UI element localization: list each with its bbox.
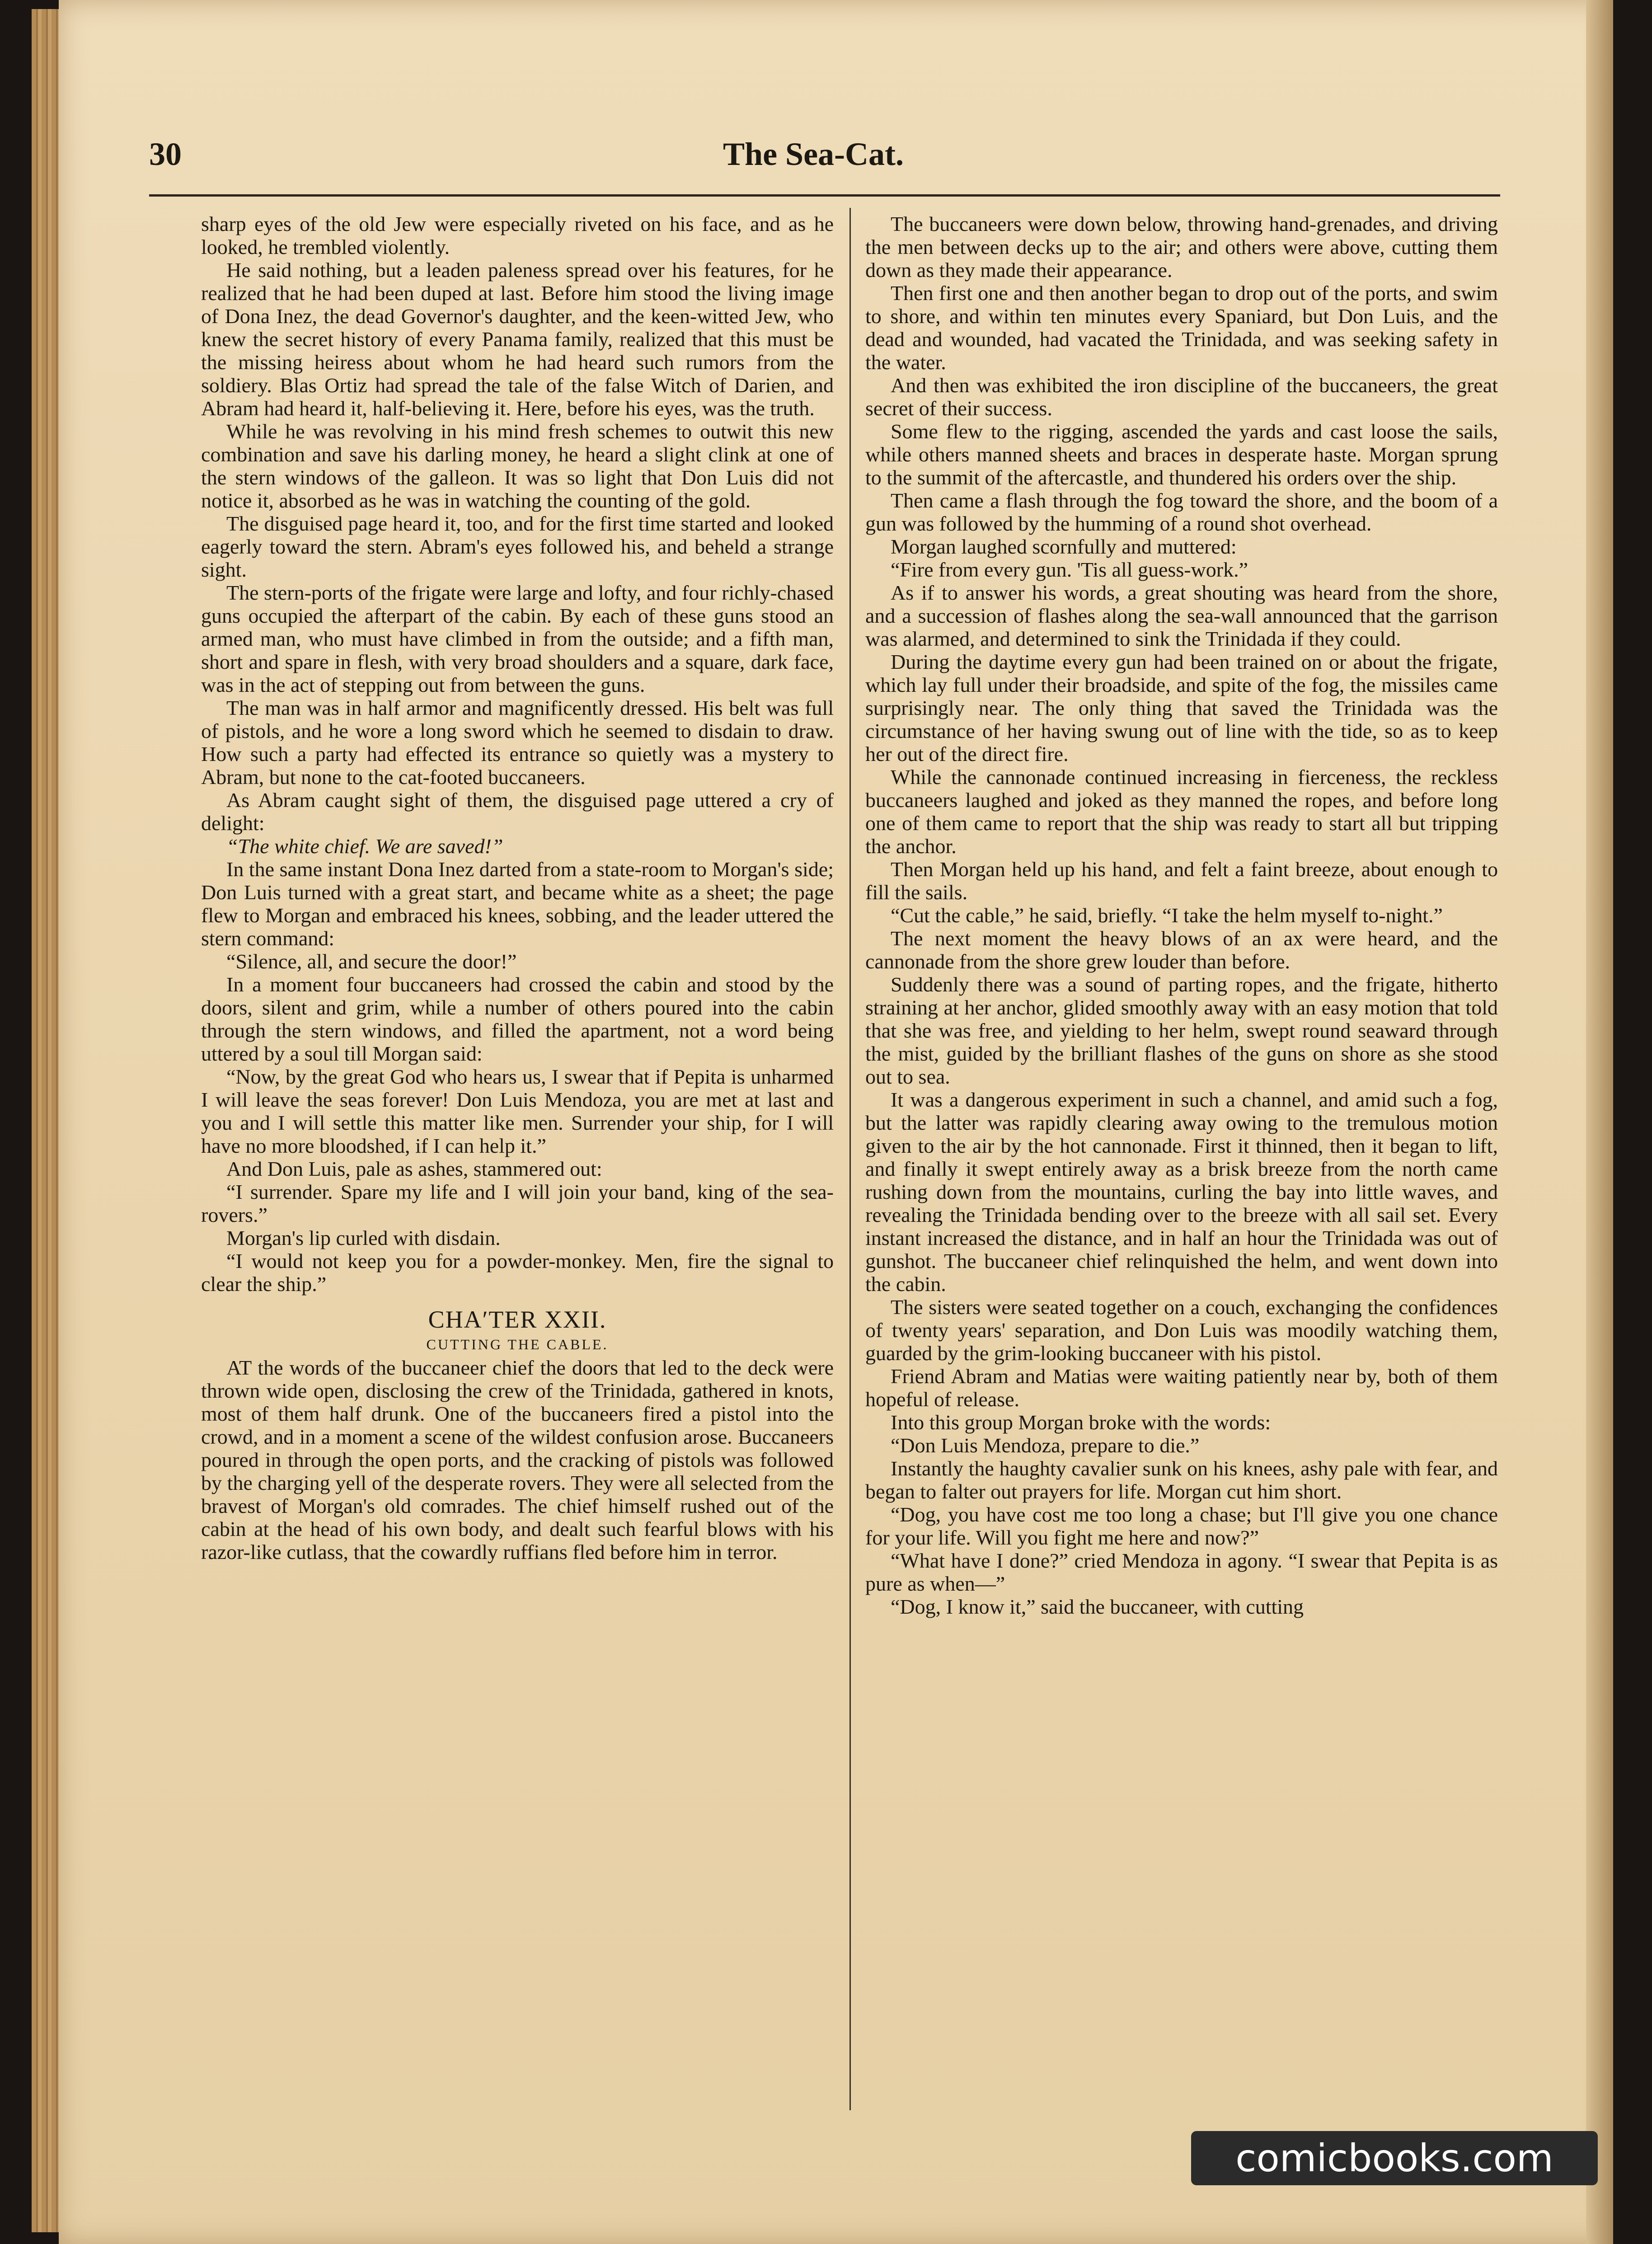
paragraph: Friend Abram and Matias were waiting patiently near by, both of them hopeful of release. [865,1365,1498,1411]
paragraph: Into this group Morgan broke with the words: [891,1411,1271,1434]
paragraph: “I would not keep you for a powder-monkey. Men, fire the signal to clear the ship.” [201,1249,834,1296]
running-title: The Sea-Cat. [723,136,904,172]
paragraph: Then first one and then another began to drop out of the ports, and swim to shore, and within ten minutes every Spaniard, but Don Luis, and the dead and wounded, had vacated the Trinidada, and was seeking safety in the water. [865,282,1498,374]
paragraph: In a moment four buccaneers had crossed the cabin and stood by the doors, silent and grim, while a number of others poured into the cabin through the stern windows, and filled the apartment, not a word being uttered by a soul till Morgan said: [201,973,834,1065]
watermark: comicbooks.com [1191,2131,1598,2185]
paragraph: During the daytime every gun had been trained on or about the frigate, which lay full under their broadside, and spite of the fog, the missiles came surprisingly near. The only thing that saved the Trinidada was the circumstance of her having swung out of line with the tide, so as to keep her out of the direct fire. [865,650,1498,765]
page-number: 30 [149,136,182,172]
right-column [865,212,1498,2110]
paragraph: Morgan's lip curled with disdain. [226,1226,501,1249]
book-spine [1586,0,1613,2244]
paragraph: “Silence, all, and secure the door!” [226,950,517,973]
paragraph: “Dog, I know it,” said the buccaneer, with cutting [891,1595,1304,1618]
paragraph: While the cannonade continued increasing in fierceness, the reckless buccaneers laughed and joked as they manned the ropes, and before long one of them came to report that the ship was ready to start all but tripping the anchor. [865,765,1498,858]
paragraph: It was a dangerous experiment in such a channel, and amid such a fog, but the latter was rapidly clearing away owing to the tremulous motion given to the air by the hot cannonade. First it thinned, then it began to lift, and finally it swept entirely away as a brisk breeze from the north came rushing down from the mountains, curling the bay into little waves, and revealing the Trinidada bending over to the breeze with all sail set. Every instant increased the distance, and in half an hour the Trinidada was out of gunshot. The buccaneer chief relinquished the helm, and went down into the cabin. [865,1088,1498,1296]
column-divider [849,208,851,2110]
paragraph: And Don Luis, pale as ashes, stammered out: [226,1157,602,1180]
paragraph: “Fire from every gun. 'Tis all guess-work.” [891,558,1248,581]
left-column [201,212,834,2110]
paragraph: Instantly the haughty cavalier sunk on his knees, ashy pale with fear, and began to falter out prayers for life. Morgan cut him short. [865,1457,1498,1503]
paragraph: In the same instant Dona Inez darted from a state-room to Morgan's side; Don Luis turned with a great start, and became white as a sheet; the page flew to Morgan and embraced his knees, sobbing, and the leader uttered the stern command: [201,858,834,950]
paragraph: As Abram caught sight of them, the disguised page uttered a cry of delight: [201,789,834,835]
paragraph: The man was in half armor and magnificently dressed. His belt was full of pistols, and he wore a long sword which he seemed to disdain to draw. How such a party had effected its entrance so quietly was a mystery to Abram, but none to the cat-footed buccaneers. [201,696,834,789]
paragraph: Some flew to the rigging, ascended the yards and cast loose the sails, while others manned sheets and braces in desperate haste. Morgan sprung to the summit of the aftercastle, and thundered his orders over the ship. [865,420,1498,489]
paragraph: AT the words of the buccaneer chief the doors that led to the deck were thrown wide open, disclosing the crew of the Trinidada, gathered in knots, most of them half drunk. One of the buccaneers fired a pistol into the crowd, and in a moment a scene of the wildest confusion arose. Buccaneers poured in through the open ports, and the cracking of pistols was followed by the charging yell of the desperate rovers. They were all selected from the bravest of Morgan's old comrades. The chief himself rushed out of the cabin at the head of his own body, and dealt such fearful blows with his razor-like cutlass, that the cowardly ruffians fled before him in terror. [201,1356,834,1563]
paragraph: The stern-ports of the frigate were large and lofty, and four richly-chased guns occupied the afterpart of the cabin. By each of these guns stood an armed man, who must have climbed in from the outside; and a fifth man, short and spare in flesh, with very broad shoulders and a square, dark face, was in the act of stepping out from between the guns. [201,581,834,696]
paragraph: The disguised page heard it, too, and for the first time started and looked eagerly toward the stern. Abram's eyes followed his, and beheld a strange sight. [201,512,834,581]
paragraph: “Now, by the great God who hears us, I swear that if Pepita is unharmed I will leave the seas forever! Don Luis Mendoza, you are met at last and you and I will settle this matter like men. Surrender your ship, for I will have no more bloodshed, if I can help it.” [201,1065,834,1157]
paragraph: “Cut the cable,” he said, briefly. “I take the helm myself to-night.” [891,904,1443,927]
paragraph: The buccaneers were down below, throwing hand-grenades, and driving the men between decks up to the air; and others were above, cutting them down as they made their appearance. [865,212,1498,282]
paragraph: “I surrender. Spare my life and I will join your band, king of the sea-rovers.” [201,1180,834,1226]
paragraph: “Don Luis Mendoza, prepare to die.” [891,1434,1200,1457]
chapter-title: CHA′TER XXII. [428,1306,607,1333]
paragraph: Then came a flash through the fog toward the shore, and the boom of a gun was followed by the humming of a round shot overhead. [865,489,1498,535]
paragraph: “The white chief. We are saved!” [226,835,503,858]
paragraph: And then was exhibited the iron discipline of the buccaneers, the great secret of their success. [865,374,1498,420]
paragraph: “Dog, you have cost me too long a chase; but I'll give you one chance for your life. Will you fight me here and now?” [865,1503,1498,1549]
paragraph: sharp eyes of the old Jew were especially riveted on his face, and as he looked, he trembled violently. [201,212,834,258]
paragraph: As if to answer his words, a great shouting was heard from the shore, and a succession of flashes along the sea-wall announced that the garrison was alarmed, and determined to sink the Trinidada if they could. [865,581,1498,650]
paragraph: Suddenly there was a sound of parting ropes, and the frigate, hitherto straining at her anchor, glided smoothly away with an easy motion that told that she was free, and yielding to her helm, swept round seaward through the mist, guided by the brilliant flashes of the guns on shore as she stood out to sea. [865,973,1498,1088]
paragraph: “What have I done?” cried Mendoza in agony. “I swear that Pepita is as pure as when—” [865,1549,1498,1595]
chapter-subtitle: CUTTING THE CABLE. [426,1336,609,1352]
paragraph: The next moment the heavy blows of an ax were heard, and the cannonade from the shore grew louder than before. [865,927,1498,973]
paragraph: Morgan laughed scornfully and muttered: [891,535,1237,558]
paragraph: While he was revolving in his mind fresh schemes to outwit this new combination and save his darling money, he heard a slight clink at one of the stern windows of the galleon. It was so light that Don Luis did not notice it, absorbed as he was in watching the counting of the gold. [201,420,834,512]
header-rule [149,194,1500,197]
paragraph: Then Morgan held up his hand, and felt a faint breeze, about enough to fill the sails. [865,858,1498,904]
paragraph: He said nothing, but a leaden paleness spread over his features, for he realized that he had been duped at last. Before him stood the living image of Dona Inez, the dead Governor's daughter, and the keen-witted Jew, who knew the secret history of every Panama family, realized that this must be the missing heiress about whom he had heard such rumors from the soldiery. Blas Ortiz had spread the tale of the false Witch of Darien, and Abram had heard it, half-believing it. Here, before his eyes, was the truth. [201,258,834,420]
paragraph: The sisters were seated together on a couch, exchanging the confidences of twenty years' separation, and Don Luis was moodily watching them, guarded by the grim-looking buccaneer with his pistol. [865,1296,1498,1365]
